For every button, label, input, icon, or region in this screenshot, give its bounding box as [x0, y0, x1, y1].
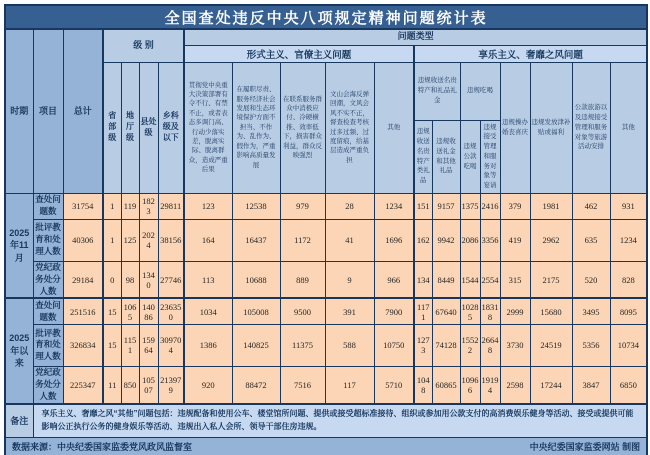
column-header-formalism-2: 在履职尽责、服务经济社会发展和生态环境保护方面不担当、不作为、乱作为、假作为，严重影响高质量发展: [232, 62, 280, 193]
data-cell: 2024: [139, 219, 158, 261]
column-header-hedonism-other: 其他: [610, 62, 647, 193]
page-title: 全国查处违反中央八项规定精神问题统计表: [5, 5, 647, 29]
header-item: 项目: [33, 29, 63, 193]
data-cell: 379: [500, 193, 530, 219]
column-header-formalism-other: 其他: [374, 62, 414, 193]
data-cell: 15964: [139, 324, 158, 366]
data-cell: 29811: [158, 193, 184, 219]
data-cell: 1151: [121, 324, 139, 366]
data-cell: 309704: [158, 324, 184, 366]
data-cell: 1981: [530, 193, 572, 219]
data-cell: 11375: [280, 324, 325, 366]
header-level-county: 县处级: [139, 62, 158, 193]
data-cell: 16437: [232, 219, 280, 261]
data-cell: 2598: [500, 366, 530, 403]
data-cell: 15680: [530, 298, 572, 324]
data-cell: 979: [280, 193, 325, 219]
item-cell: 查处问题数: [33, 298, 63, 324]
data-cell: 18318: [480, 298, 500, 324]
data-cell: 213979: [158, 366, 184, 403]
data-cell: 119: [121, 193, 139, 219]
data-cell: 3495: [572, 298, 610, 324]
data-cell: 850: [121, 366, 139, 403]
data-cell: 1696: [374, 219, 414, 261]
data-cell: 1065: [121, 298, 139, 324]
data-cell: 1: [103, 193, 121, 219]
data-cell: 60865: [432, 366, 460, 403]
data-cell: 2999: [500, 298, 530, 324]
data-cell: 15: [103, 298, 121, 324]
column-header-cash-gifts: 违规收送礼金和其他礼品: [432, 120, 460, 193]
data-cell: 117: [325, 366, 374, 403]
data-cell: 2962: [530, 219, 572, 261]
data-cell: 225347: [63, 366, 103, 403]
data-cell: 125: [121, 219, 139, 261]
data-cell: 966: [374, 261, 414, 298]
data-cell: 1375: [460, 193, 480, 219]
data-cell: 2086: [460, 219, 480, 261]
data-cell: 15: [103, 324, 121, 366]
data-cell: 29184: [63, 261, 103, 298]
header-total: 总计: [63, 29, 103, 193]
data-cell: 41: [325, 219, 374, 261]
header-formalism-group: 形式主义、官僚主义问题: [184, 45, 414, 62]
footer-data-source: 数据来源：中央纪委国家监委党风政风监督室: [12, 441, 193, 452]
column-header-formalism-4: 文山会海反弹回潮，文风会风不实不正，督查检查考核过多过频、过度留痕，给基层造成严重负担: [325, 62, 374, 193]
item-cell: 批评教育和处理人数: [33, 219, 63, 261]
item-cell: 批评教育和处理人数: [33, 324, 63, 366]
data-cell: 10966: [460, 366, 480, 403]
column-header-banquet-invitations: 违规接受管理和服务对象等宴请: [480, 120, 500, 193]
data-cell: 0: [103, 261, 121, 298]
header-period: 时期: [5, 29, 33, 193]
data-cell: 9157: [432, 193, 460, 219]
data-cell: 1386: [184, 324, 232, 366]
column-header-formalism-1: 贯彻党中央重大决策部署有令不行、有禁不止，或者表态多调门高、行动少落实差，脱离实际、脱离群众，造成严重后果: [184, 62, 232, 193]
data-cell: 889: [280, 261, 325, 298]
header-level-provincial: 省部级: [103, 62, 121, 193]
data-cell: 419: [500, 219, 530, 261]
data-cell: 9942: [432, 219, 460, 261]
data-cell: 1544: [460, 261, 480, 298]
data-cell: 920: [184, 366, 232, 403]
column-header-public-funded-travel: 公款旅游以及违规接受管理和服务对象等旅游活动安排: [572, 62, 610, 193]
data-cell: 140825: [232, 324, 280, 366]
data-cell: 12538: [232, 193, 280, 219]
data-cell: 2554: [480, 261, 500, 298]
period-cell: 2025年11月: [5, 193, 33, 298]
data-cell: 17244: [530, 366, 572, 403]
data-cell: 236350: [158, 298, 184, 324]
statistics-table: [4, 4, 648, 455]
data-cell: 315: [500, 261, 530, 298]
data-cell: 88472: [232, 366, 280, 403]
data-cell: 31754: [63, 193, 103, 219]
data-cell: 588: [325, 324, 374, 366]
data-cell: 5356: [572, 324, 610, 366]
data-cell: 14086: [139, 298, 158, 324]
data-cell: 98: [121, 261, 139, 298]
column-header-allowances: 违规发放津补贴或福利: [530, 62, 572, 193]
group-header-dining: 违规吃喝: [460, 62, 500, 120]
data-cell: 26648: [480, 324, 500, 366]
header-hedonism-group: 享乐主义、奢靡之风问题: [414, 45, 647, 62]
data-cell: 1034: [184, 298, 232, 324]
data-cell: 6850: [610, 366, 647, 403]
data-cell: 19194: [480, 366, 500, 403]
column-header-specialty-gifts: 违规收送名贵特产类礼品: [414, 120, 432, 193]
header-level-prefecture: 地厅级: [121, 62, 139, 193]
data-cell: 3847: [572, 366, 610, 403]
data-cell: 8095: [610, 298, 647, 324]
data-cell: 10750: [374, 324, 414, 366]
header-problem-type: 问题类型: [184, 29, 647, 45]
data-cell: 9: [325, 261, 374, 298]
data-cell: 11: [103, 366, 121, 403]
data-cell: 151: [414, 193, 432, 219]
group-header-gifts: 违规收送名贵特产和礼品礼金: [414, 62, 460, 120]
data-cell: 2416: [480, 193, 500, 219]
footer-bar: [5, 438, 647, 455]
data-cell: 1171: [414, 298, 432, 324]
data-cell: 40306: [63, 219, 103, 261]
data-cell: 15522: [460, 324, 480, 366]
data-cell: 520: [572, 261, 610, 298]
data-cell: 162: [414, 219, 432, 261]
data-cell: 7516: [280, 366, 325, 403]
period-cell: 2025年以来: [5, 298, 33, 403]
item-cell: 党纪政务处分人数: [33, 261, 63, 298]
item-cell: 查处问题数: [33, 193, 63, 219]
data-cell: 74128: [432, 324, 460, 366]
data-cell: 1172: [280, 219, 325, 261]
data-cell: 2175: [530, 261, 572, 298]
data-cell: 1: [103, 219, 121, 261]
data-cell: 38156: [158, 219, 184, 261]
item-cell: 党纪政务处分人数: [33, 366, 63, 403]
data-cell: 1823: [139, 193, 158, 219]
data-cell: 10285: [460, 298, 480, 324]
note-text: 享乐主义、奢靡之风“其他”问题包括：违规配备和使用公车、楼堂馆所问题、提供或接受超标准接待、组织或参加用公款支付的高消费娱乐健身等活动、接受或提供可能影响公正执行公务的健身娱乐等活动、违规出入私人会所、领导干部住房违规。: [33, 404, 647, 438]
data-cell: 27746: [158, 261, 184, 298]
data-cell: 24519: [530, 324, 572, 366]
data-cell: 391: [325, 298, 374, 324]
data-cell: 251516: [63, 298, 103, 324]
data-cell: 1234: [610, 219, 647, 261]
footer-credit: 中央纪委国家监委网站 制图: [529, 441, 641, 452]
data-cell: 3356: [480, 219, 500, 261]
data-cell: 67640: [432, 298, 460, 324]
data-cell: 113: [184, 261, 232, 298]
data-cell: 635: [572, 219, 610, 261]
data-cell: 123: [184, 193, 232, 219]
note-label: 备注: [5, 404, 33, 438]
data-cell: 1340: [139, 261, 158, 298]
data-cell: 326834: [63, 324, 103, 366]
data-cell: 5710: [374, 366, 414, 403]
data-cell: 105008: [232, 298, 280, 324]
data-cell: 28: [325, 193, 374, 219]
data-cell: 1234: [374, 193, 414, 219]
data-cell: 3730: [500, 324, 530, 366]
data-cell: 134: [414, 261, 432, 298]
column-header-public-funds-dining: 违规公款吃喝: [460, 120, 480, 193]
data-cell: 164: [184, 219, 232, 261]
column-header-formalism-3: 在联系服务群众中消极应付、冷硬横推、效率低下，损害群众利益，群众反映强烈: [280, 62, 325, 193]
data-cell: 10734: [610, 324, 647, 366]
data-cell: 462: [572, 193, 610, 219]
header-level-township: 乡科级及以下: [158, 62, 184, 193]
data-cell: 828: [610, 261, 647, 298]
column-header-weddings-funerals: 违规操办婚丧喜庆: [500, 62, 530, 193]
data-cell: 7900: [374, 298, 414, 324]
data-cell: 1273: [414, 324, 432, 366]
data-cell: 931: [610, 193, 647, 219]
data-cell: 10688: [232, 261, 280, 298]
data-cell: 8449: [432, 261, 460, 298]
header-level-group: 级 别: [103, 29, 184, 62]
data-cell: 10507: [139, 366, 158, 403]
data-cell: 9500: [280, 298, 325, 324]
data-cell: 1048: [414, 366, 432, 403]
